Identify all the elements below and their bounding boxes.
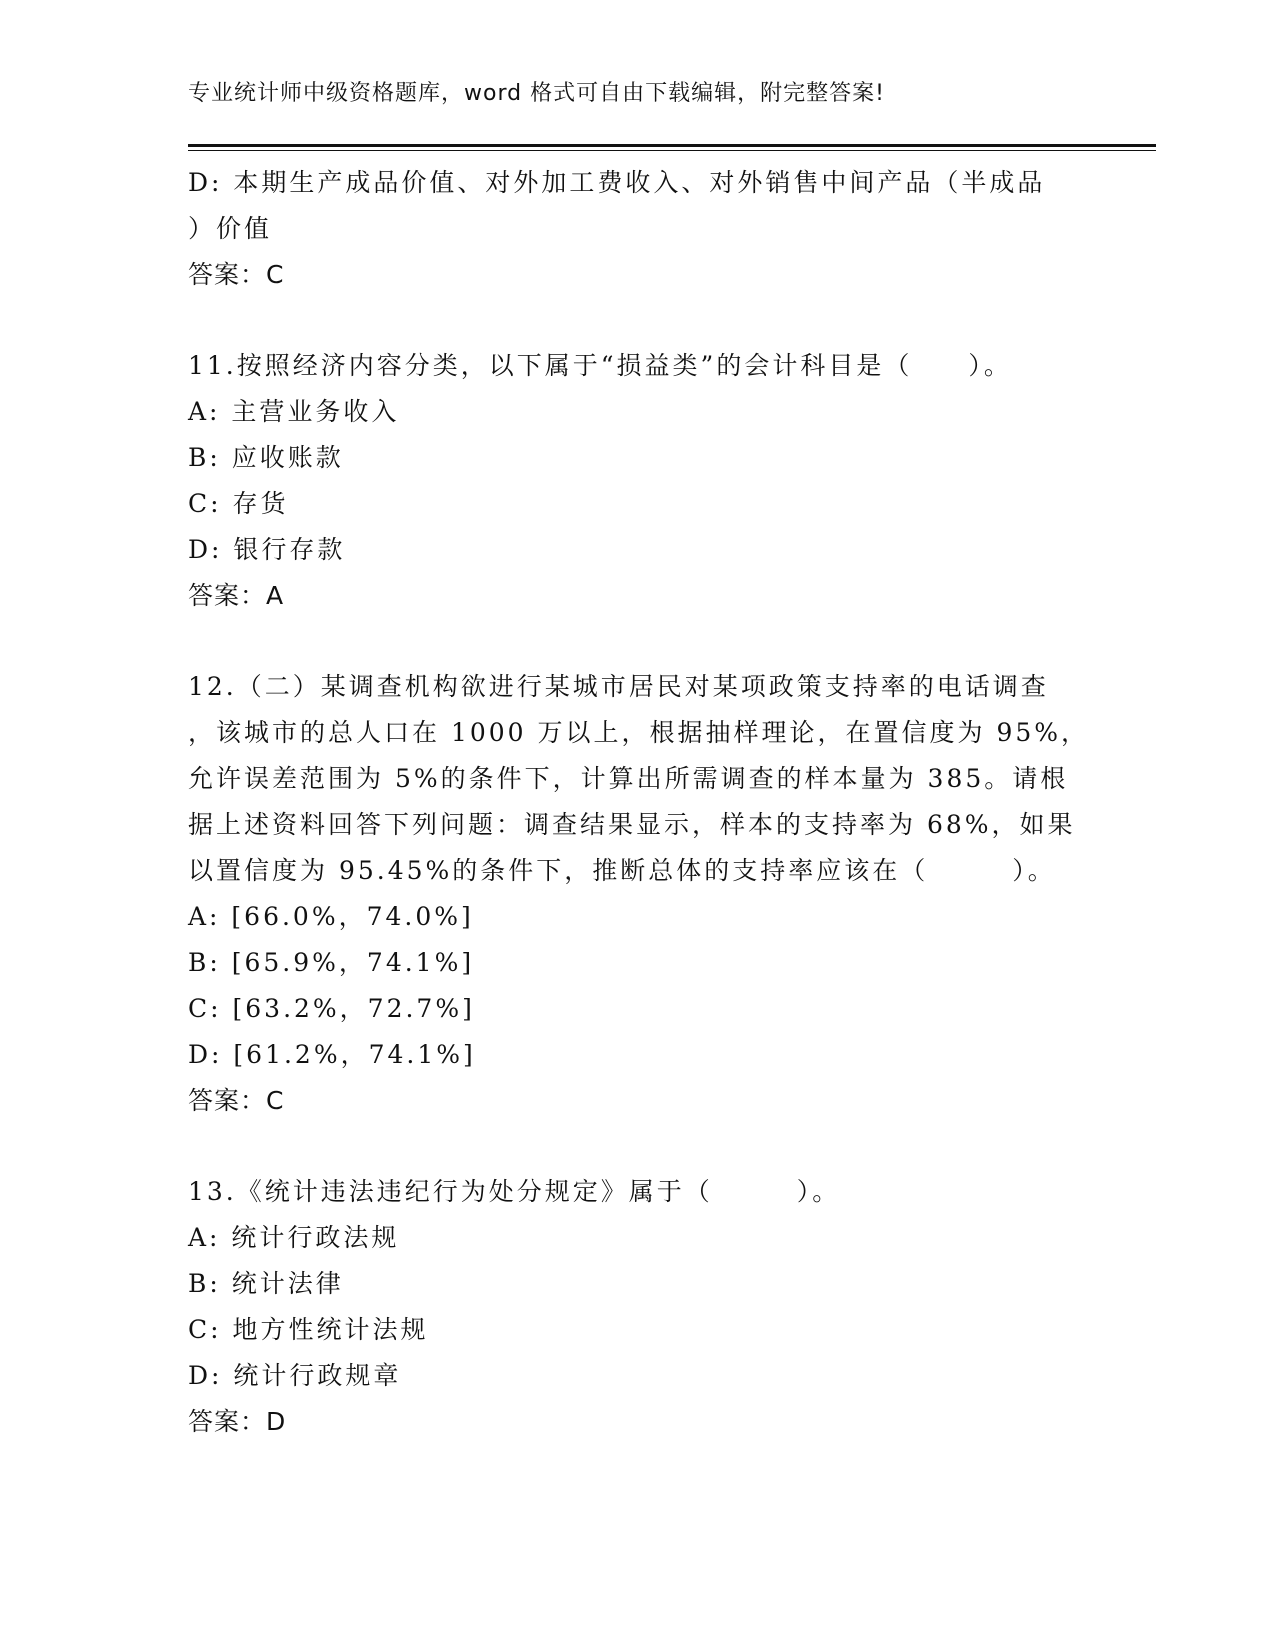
q12-option-d: D: [61.2%，74.1%]: [188, 1040, 476, 1069]
q11-option-b: B: 应收账款: [188, 443, 344, 472]
page-header: 专业统计师中级资格题库，word 格式可自由下载编辑，附完整答案!: [188, 81, 885, 106]
q13-answer: 答案：D: [188, 1407, 287, 1436]
q13-option-a: A: 统计行政法规: [188, 1223, 400, 1252]
q10-option-d-line2: ）价值: [188, 214, 273, 243]
q13-stem: 13.《统计违法违纪行为处分规定》属于（ ）。: [188, 1177, 841, 1206]
q12-stem-line2: ，该城市的总人口在 1000 万以上，根据抽样理论，在置信度为 95%，: [188, 718, 1090, 747]
q12-option-a: A: [66.0%，74.0%]: [188, 902, 474, 931]
q13-option-c: C: 地方性统计法规: [188, 1315, 429, 1344]
q12-stem-line5: 以置信度为 95.45%的条件下，推断总体的支持率应该在（ ）。: [188, 856, 1056, 885]
question-content: [188, 160, 1088, 1445]
q12-option-c: C: [63.2%，72.7%]: [188, 994, 475, 1023]
q12-stem-line4: 据上述资料回答下列问题：调查结果显示，样本的支持率为 68%，如果: [188, 810, 1076, 839]
q13-option-d: D: 统计行政规章: [188, 1361, 402, 1390]
q12-answer: 答案：C: [188, 1086, 285, 1115]
q12-option-b: B: [65.9%，74.1%]: [188, 948, 475, 977]
q12-stem-line3: 允许误差范围为 5%的条件下，计算出所需调查的样本量为 385。请根: [188, 764, 1069, 793]
q13-option-b: B: 统计法律: [188, 1269, 344, 1298]
q11-option-c: C: 存货: [188, 489, 289, 518]
header-divider: [188, 144, 1156, 151]
q12-stem-line1: 12.（二）某调查机构欲进行某城市居民对某项政策支持率的电话调查: [188, 672, 1049, 701]
q10-answer: 答案：C: [188, 260, 285, 289]
q11-option-d: D: 银行存款: [188, 535, 346, 564]
q11-option-a: A: 主营业务收入: [188, 397, 400, 426]
q11-answer: 答案：A: [188, 581, 285, 610]
q10-option-d-line1: D: 本期生产成品价值、对外加工费收入、对外销售中间产品（半成品: [188, 168, 1046, 197]
q11-stem: 11.按照经济内容分类，以下属于“损益类”的会计科目是（ ）。: [188, 351, 1012, 380]
